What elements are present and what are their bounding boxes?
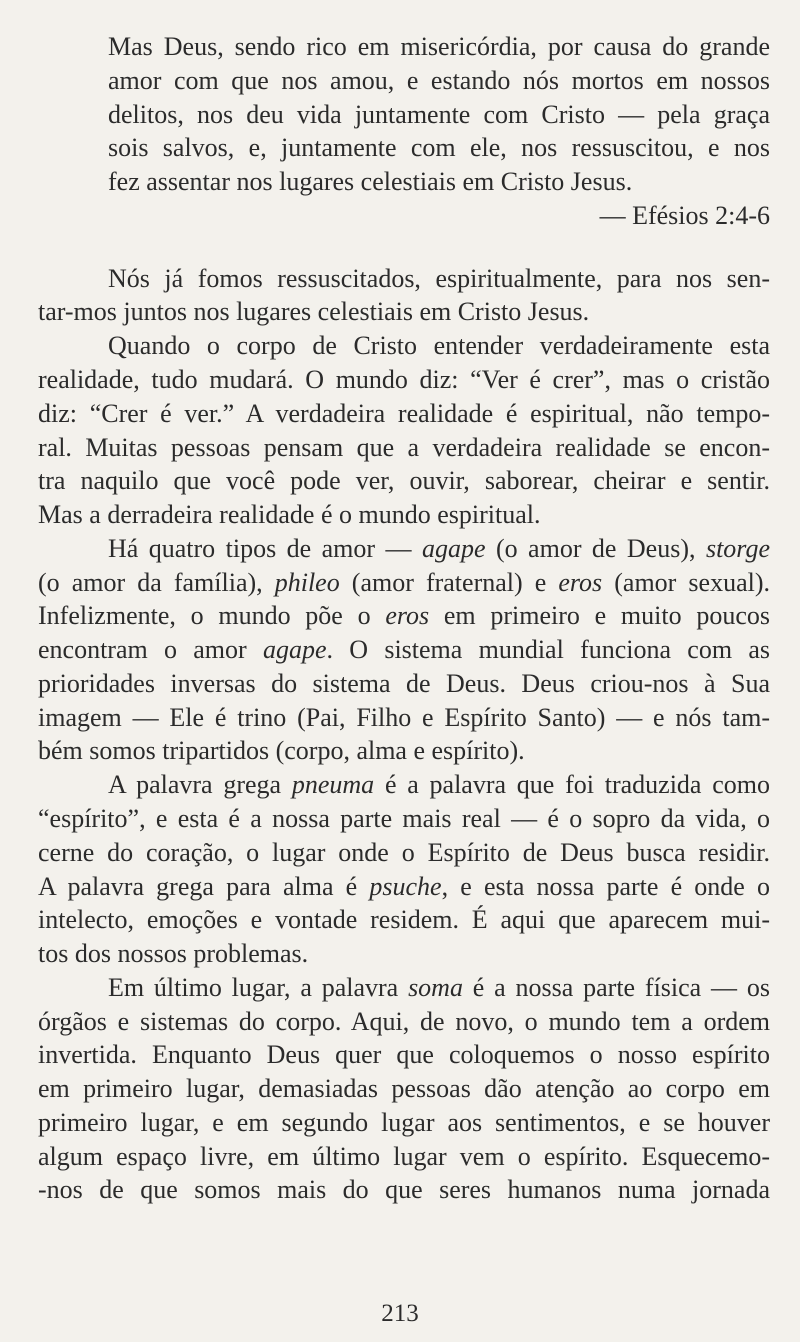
body-line: Em último lugar, a palavra soma é a nossa parte física — os (108, 973, 770, 1002)
italic-term: agape (262, 635, 327, 664)
body-line: A palavra grega pneuma é a palavra que foi traduzida como (108, 770, 770, 799)
italic-term: eros (558, 568, 603, 597)
body-line: bém somos tripartidos (corpo, alma e espírito). (38, 736, 525, 765)
epigraph-line: sois salvos, e, juntamente com ele, nos ressuscitou, e nos (108, 133, 770, 162)
epigraph-line: Mas Deus, sendo rico em misericórdia, por causa do grande (108, 32, 770, 61)
italic-term: pneuma (291, 770, 375, 799)
body-line: intelecto, emoções e vontade residem. É aqui que aparecem mui- (38, 905, 770, 934)
body-line: encontram o amor agape. O sistema mundial funciona com as (38, 635, 770, 664)
body-line: Mas a derradeira realidade é o mundo espiritual. (38, 500, 541, 529)
body-line: algum espaço livre, em último lugar vem o espírito. Esquecemo- (38, 1142, 770, 1171)
italic-term: phileo (274, 568, 340, 597)
epigraph-line: amor com que nos amou, e estando nós mortos em nossos (108, 66, 770, 95)
italic-term: agape (421, 534, 486, 563)
body-line: -nos de que somos mais do que seres humanos numa jornada (38, 1175, 770, 1204)
body-line: ral. Muitas pessoas pensam que a verdadeira realidade se encon- (38, 433, 770, 462)
body-line: tra naquilo que você pode ver, ouvir, saborear, cheirar e sentir. (38, 466, 770, 495)
body-line: Infelizmente, o mundo põe o eros em primeiro e muito poucos (38, 601, 770, 630)
body-line: primeiro lugar, e em segundo lugar aos sentimentos, e se houver (38, 1108, 770, 1137)
body-line: Há quatro tipos de amor — agape (o amor de Deus), storge (108, 534, 770, 563)
body-line: órgãos e sistemas do corpo. Aqui, de novo, o mundo tem a ordem (38, 1007, 770, 1036)
body-line: diz: “Crer é ver.” A verdadeira realidade é espiritual, não tempo- (38, 399, 770, 428)
italic-term: storge (705, 534, 770, 563)
body-line: A palavra grega para alma é psuche, e esta nossa parte é onde o (38, 872, 771, 901)
italic-term: eros (385, 601, 430, 630)
body-line: prioridades inversas do sistema de Deus. Deus criou-nos à Sua (38, 669, 770, 698)
epigraph-citation: — Efésios 2:4-6 (599, 201, 770, 230)
body-line: imagem — Ele é trino (Pai, Filho e Espírito Santo) — e nós tam- (38, 703, 770, 732)
italic-term: soma (408, 973, 463, 1002)
body-line: tos dos nossos problemas. (38, 939, 309, 968)
body-line: Quando o corpo de Cristo entender verdadeiramente esta (108, 331, 770, 360)
epigraph-line: fez assentar nos lugares celestiais em Cristo Jesus. (108, 167, 633, 196)
page-number: 213 (381, 1300, 419, 1327)
body-line: “espírito”, e esta é a nossa parte mais real — é o sopro da vida, o (38, 804, 770, 833)
body-line: (o amor da família), phileo (amor fraternal) e eros (amor sexual). (38, 568, 770, 597)
epigraph-line: delitos, nos deu vida juntamente com Cristo — pela graça (108, 100, 770, 129)
body-line: cerne do coração, o lugar onde o Espírito de Deus busca residir. (38, 838, 770, 867)
body-line: invertida. Enquanto Deus quer que coloquemos o nosso espírito (38, 1040, 770, 1069)
body-line: Nós já fomos ressuscitados, espiritualmente, para nos sen- (108, 264, 770, 293)
body-line: em primeiro lugar, demasiadas pessoas dão atenção ao corpo em (38, 1074, 770, 1103)
italic-term: psuche (369, 872, 442, 901)
body-line: tar-mos juntos nos lugares celestiais em Cristo Jesus. (38, 297, 590, 326)
body-line: realidade, tudo mudará. O mundo diz: “Ver é crer”, mas o cristão (38, 365, 770, 394)
